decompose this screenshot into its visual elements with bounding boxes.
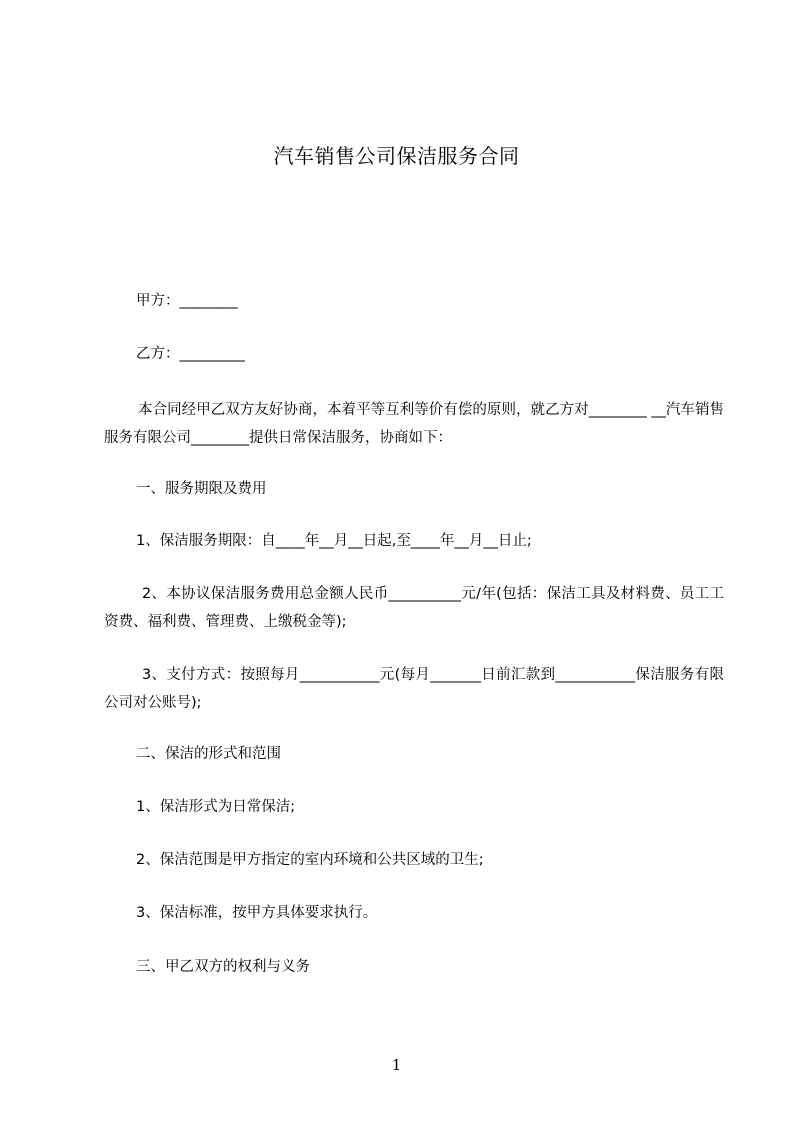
section-2-heading: 二、保洁的形式和范围 — [136, 746, 281, 762]
section-1-item-2-text: 2、本协议保洁服务费用总金额人民币__________元/年(包括：保洁工具及材料费、员工工资费、福利费、管理费、上缴税金等); — [104, 586, 724, 630]
section-1-item-3 — [104, 661, 724, 717]
section-1-item-1: 1、保洁服务期限：自____年__月__日起,至____年__月__日止; — [136, 533, 532, 549]
section-3-heading: 三、甲乙双方的权利与义务 — [136, 959, 310, 975]
intro-paragraph — [104, 396, 724, 452]
section-2-item-2: 2、保洁范围是甲方指定的室内环境和公共区域的卫生; — [136, 852, 484, 868]
section-1-item-2 — [104, 580, 724, 636]
section-1-heading: 一、服务期限及费用 — [136, 481, 267, 497]
party-b-line: 乙方：_________ — [136, 346, 245, 362]
party-a-line: 甲方：________ — [136, 293, 238, 309]
page-number: 1 — [391, 1056, 402, 1074]
section-2-item-1: 1、保洁形式为日常保洁; — [136, 799, 296, 815]
section-1-item-3-text: 3、支付方式：按照每月___________元(每月_______日前汇款到___________保洁服务有限公司对公账号); — [104, 667, 724, 711]
document-title: 汽车销售公司保洁服务合同 — [273, 144, 520, 168]
section-2-item-3: 3、保洁标准，按甲方具体要求执行。 — [136, 905, 378, 921]
intro-text: 本合同经甲乙双方友好协商，本着平等互利等价有偿的原则，就乙方对________ __汽车销售服务有限公司________提供日常保洁服务，协商如下： — [104, 402, 724, 446]
